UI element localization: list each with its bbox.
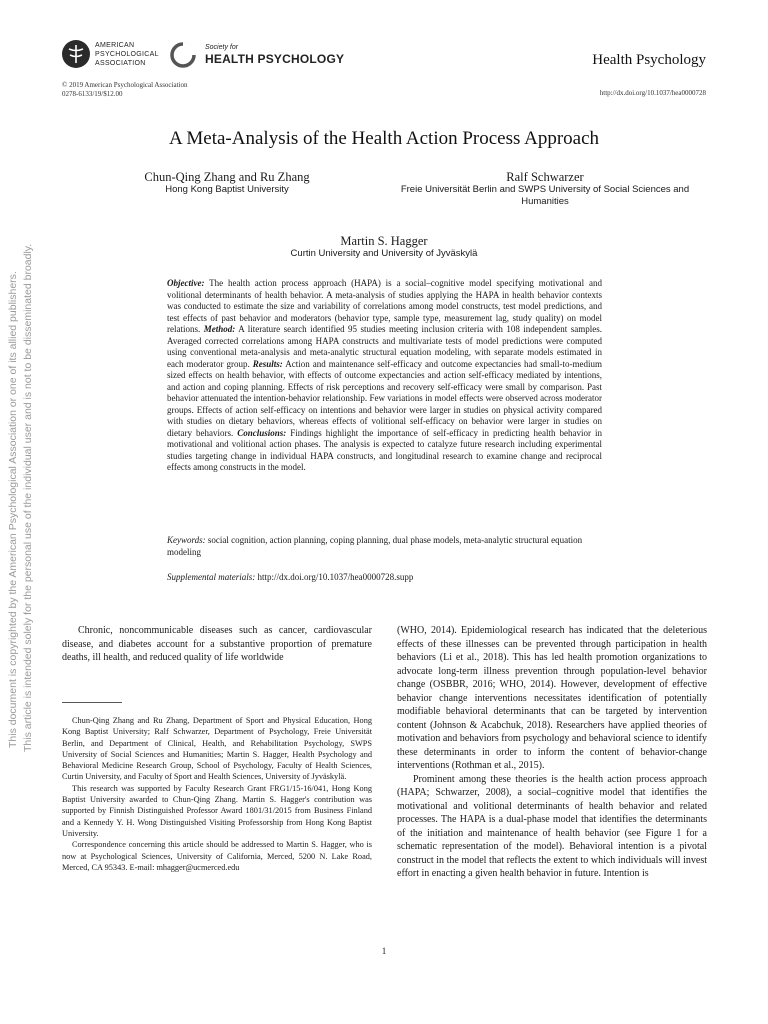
body-paragraph: (WHO, 2014). Epidemiological research has indicated that the deleterious effects of these illnesses can be prevented through participation in health behaviors (Li et al., 2018). This has led health promotion organizations to advocate long-term illness prevention through population-level behavior change (OSBBR, 2016; WHO, 2014). However, development of effective behavior change interventions necessitates identification of potentially modifiable behavioral determinants that can be targeted by intervention content (Johnson & Acabchuk, 2018). Researchers have applied theories of motivation and behaviors from psychology and behavioral science to identify these determinants in order to inform the content of behavior-change interventions (Rothman et al., 2015).	[397, 625, 707, 771]
author-zhang: Chun-Qing Zhang and Ru Zhang	[144, 170, 310, 184]
page-number: 1	[381, 946, 387, 956]
apa-logo-icon	[62, 40, 90, 68]
keywords-text: social cognition, action planning, coping planning, dual phase models, meta-analytic structural equation modeling	[167, 535, 583, 557]
body-column-left	[62, 624, 372, 665]
footnote-affiliations: Chun-Qing Zhang and Ru Zhang, Department of Sport and Physical Education, Hong Kong Baptist University; Ralf Schwarzer, Department of Psychology, Freie Universität Berlin, and Department of Clinical, Health, and Rehabilitation Psychology, SWPS University of Social Sciences and Humanities; Martin S. Hagger, Health Psychology and Behavioral Medicine Research Group, School of Psychology, Faculty of Health Sciences, Curtin University, and Faculty of Sport and Health Sciences, University of Jyväskylä.	[62, 716, 372, 782]
doi-link[interactable]: http://dx.doi.org/10.1037/hea0000728	[599, 89, 706, 97]
footnote-funding: This research was supported by Faculty Research Grant FRG1/15-16/041, Hong Kong Baptist University awarded to Chun-Qing Zhang. Martin S. Hagger's contribution was supported by Finnish Distinguished Professor Award 1801/31/2015 from Business Finland and a Kennedy Y. H. Wong Distinguished Visiting Professorship from Hong Kong Baptist University.	[62, 783, 372, 838]
article-title: A Meta-Analysis of the Health Action Process Approach	[168, 128, 600, 149]
body-column-right	[397, 624, 707, 881]
author-note	[62, 715, 372, 873]
abstract	[167, 278, 602, 474]
footnote-correspondence: Correspondence concerning this article should be addressed to Martin S. Hagger, who is now at Psychological Sciences, University of California, Merced, 5200 N. Lake Road, Merced, CA 95343. E-mail: mhagger@ucmerced.edu	[62, 840, 372, 872]
affiliation-hagger: Curtin University and University of Jyväskylä	[290, 248, 478, 259]
objective-text: The health action process approach (HAPA) is a social–cognitive model specifying motivational and volitional determinants of health behavior. A meta-analysis of studies applying the HAPA in health behavior contexts was conducted to estimate the size and variability of correlations among model constructs, test model predictions, and test effects of past behavior and moderators (behavior type, sample type, measurement lag, study quality) on model relations.	[167, 278, 602, 334]
shp-logo-icon	[170, 42, 196, 68]
method-label: Method:	[203, 324, 236, 334]
supplemental-link[interactable]: http://dx.doi.org/10.1037/hea0000728.supp	[257, 572, 414, 582]
apa-wordmark	[95, 41, 159, 68]
conclusions-label: Conclusions:	[237, 427, 287, 438]
apa-line2: PSYCHOLOGICAL	[95, 51, 159, 58]
keywords-label: Keywords:	[167, 535, 206, 545]
conclusions-text: Findings highlight the importance of self-efficacy in predicting health behavior in motivational and volitional action phases. The analysis is expected to catalyze future research including experimental studies targeting change in individual HAPA constructs, and longitudinal research to examine change and reciprocal effects among constructs in the model.	[167, 427, 602, 472]
copyright-side-notice: This document is copyrighted by the American Psychological Association or one of its allied publishers.	[7, 271, 19, 748]
results-label: Results:	[252, 358, 283, 369]
journal-name: Health Psychology	[592, 52, 706, 68]
copyright-block	[62, 81, 187, 99]
affiliation-zhang: Hong Kong Baptist University	[165, 184, 289, 195]
objective-label: Objective:	[167, 278, 205, 288]
keywords	[167, 535, 602, 558]
apa-line1: AMERICAN	[95, 42, 135, 49]
method-text: A literature search identified 95 studies meeting inclusion criteria with 108 independent samples. Averaged corrected correlations among HAPA constructs and multivariate tests of model predictions were computed using conventional meta-analysis and meta-analytic structural equation modeling, with separate models estimated in each moderator group.	[167, 324, 603, 369]
copyright-line2: 0278-6133/19/$12.00	[62, 90, 123, 98]
apa-line3: ASSOCIATION	[95, 60, 146, 67]
author-hagger: Martin S. Hagger	[340, 234, 428, 248]
body-paragraph: Chronic, noncommunicable diseases such as cancer, cardiovascular disease, and diabetes account for a substantive proportion of premature deaths, ill health, and reduced quality of life worldwide	[62, 625, 372, 663]
supplemental-materials	[167, 572, 602, 584]
copyright-line1: © 2019 American Psychological Association	[62, 81, 188, 89]
affiliation-schwarzer: Freie Universität Berlin and SWPS University of Social Sciences and Humanities	[400, 184, 690, 207]
shp-small-text: Society for	[205, 44, 239, 51]
author-schwarzer: Ralf Schwarzer	[506, 170, 584, 184]
shp-wordmark: HEALTH PSYCHOLOGY	[205, 52, 345, 66]
body-paragraph: Prominent among these theories is the health action process approach (HAPA; Schwarzer, 2008), a social–cognitive model that identifies the motivational and volitional determinants of health behavior and related processes. The HAPA is a dual-phase model that identifies the determinants of the initiation and maintenance of health behavior (see Figure 1 for a schematic representation of the model). Behavioral intention is a pivotal construct in the model that reflects the extent to which individuals will invest effort in enacting a given health behavior in future. Intention is	[397, 773, 707, 879]
footnote-divider	[62, 702, 122, 703]
results-text: Action and maintenance self-efficacy and outcome expectancies had small-to-medium sized effects on health behavior, with effects of outcome expectancies and action self-efficacy mediated by intentions, and action and coping planning. Effects of risk perceptions and recovery self-efficacy were small by comparison. Past behavior attenuated the intention-behavior relationship. Few variations in model effects were observed across moderator groups. Effects of action self-efficacy on intentions and behavior were larger in studies on physical activity compared with studies on dietary behaviors, whereas effects of volitional self-efficacy on behavior were larger in studies on dietary behaviors.	[167, 358, 603, 438]
supplemental-label: Supplemental materials:	[167, 572, 256, 582]
usage-side-notice: This article is intended solely for the personal use of the individual user and is not to be disseminated broadly.	[22, 243, 34, 752]
